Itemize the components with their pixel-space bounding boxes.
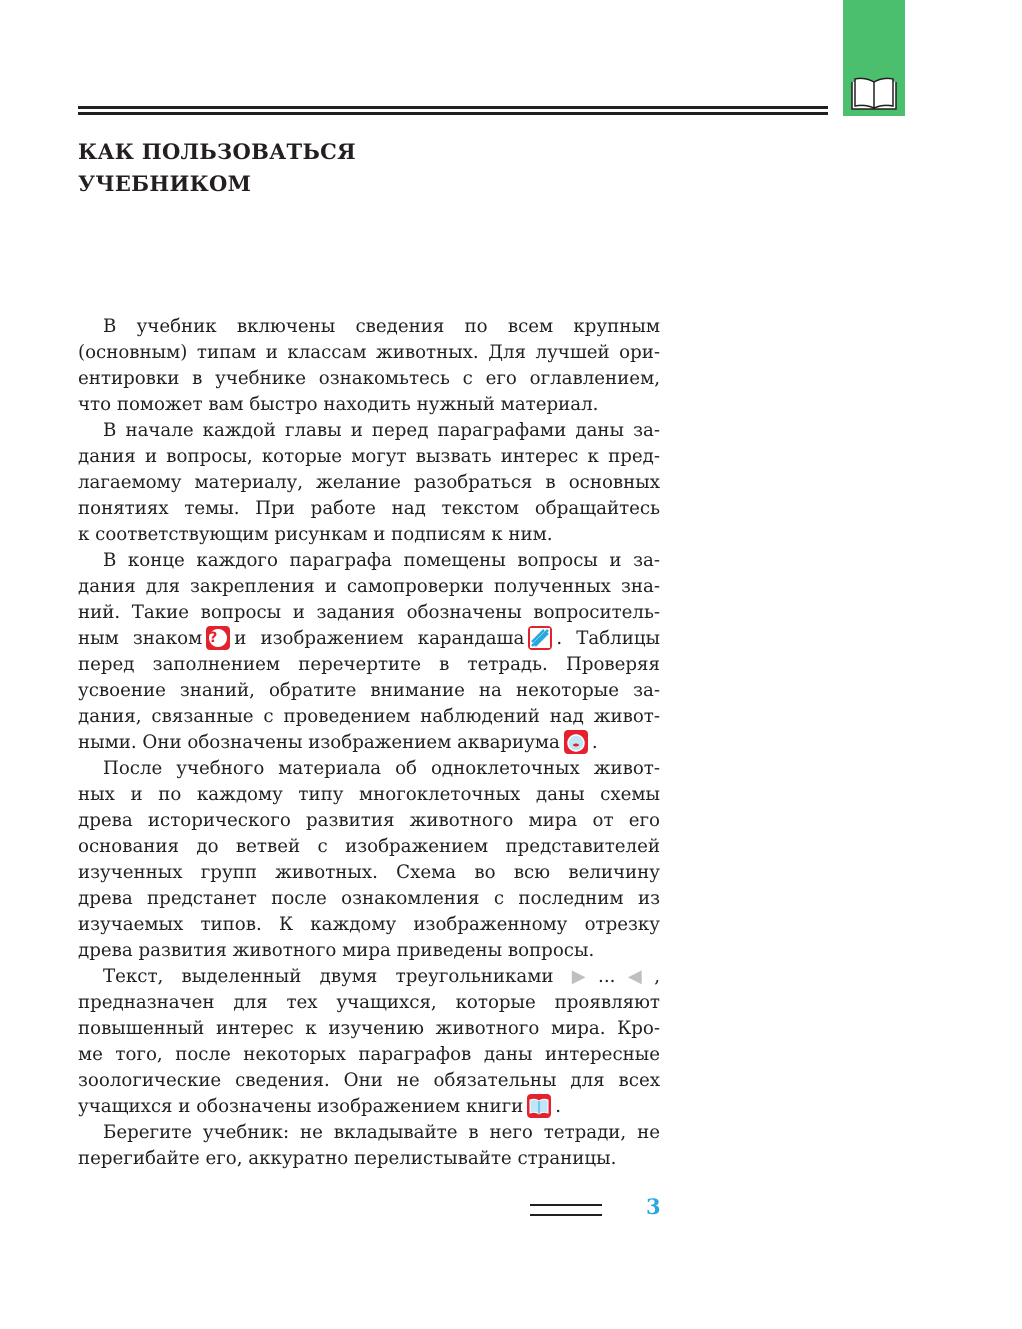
text-line (78, 652, 660, 678)
text-line (78, 522, 660, 548)
header-rule (78, 106, 828, 109)
text-segment: ными. Они обозначены изображением аквариума (78, 732, 560, 753)
text-line (78, 470, 660, 496)
text-segment: древа развития животного мира приведены вопросы. (78, 940, 595, 961)
text-line (78, 496, 660, 522)
open-book-icon (849, 76, 899, 112)
text-segment: ентировки в учебнике ознакомьтесь с его оглавлением, (78, 368, 660, 389)
text-segment: и изображением карандаша (234, 628, 525, 649)
title-line: КАК ПОЛЬЗОВАТЬСЯ (78, 139, 356, 164)
text-line (78, 1042, 660, 1068)
text-line (78, 782, 660, 808)
text-segment: ных и по каждому типу многоклеточных даны схемы (78, 784, 660, 805)
text-line (78, 340, 660, 366)
text-segment: После учебного материала об одноклеточных живот- (103, 758, 660, 779)
text-line (78, 626, 660, 652)
text-segment: древа исторического развития животного мира от его (78, 810, 660, 831)
triangle-left-icon: ◀ (615, 966, 655, 987)
text-segment: учащихся и обозначены изображением книги (78, 1096, 524, 1117)
text-line (78, 444, 660, 470)
text-line (78, 886, 660, 912)
section-tab (843, 0, 905, 116)
text-line (78, 808, 660, 834)
text-segment: изучаемых типов. К каждому изображенному отрезку (78, 914, 660, 935)
text-line (78, 548, 660, 574)
text-line (78, 418, 660, 444)
text-line (78, 938, 660, 964)
text-line (78, 730, 660, 756)
text-line (78, 990, 660, 1016)
text-segment: усвоение знаний, обратите внимание на некоторые за- (78, 680, 660, 701)
text-segment: . (591, 732, 598, 753)
paragraph (78, 418, 660, 548)
text-segment: дания и вопросы, которые могут вызвать интерес к пред- (78, 446, 660, 467)
paragraph (78, 1120, 660, 1172)
page-number: 3 (646, 1194, 661, 1219)
text-segment: , (654, 966, 660, 987)
text-line (78, 704, 660, 730)
text-segment: В учебник включены сведения по всем крупным (103, 316, 660, 337)
text-segment: ным знаком (78, 628, 203, 649)
text-segment: . (555, 1096, 562, 1117)
text-line (78, 392, 660, 418)
title-line: УЧЕБНИКОМ (78, 171, 252, 196)
text-segment: . Таблицы (556, 628, 660, 649)
paragraph (78, 756, 660, 964)
text-line (78, 912, 660, 938)
page-title (78, 136, 356, 200)
text-segment: перед заполнением перечертите в тетрадь. Проверяя (78, 654, 660, 675)
text-line (78, 574, 660, 600)
header-rule (78, 112, 828, 115)
text-line (78, 600, 660, 626)
triangle-right-icon: ▶ (553, 966, 599, 987)
text-segment: изученных групп животных. Схема во всю величину (78, 862, 660, 883)
text-segment: дания для закрепления и самопроверки полученных зна- (78, 576, 660, 597)
book-icon (527, 1094, 551, 1118)
text-segment: основания до ветвей с изображением представителей (78, 836, 660, 857)
paragraph (78, 314, 660, 418)
text-line (78, 860, 660, 886)
text-segment: (основным) типам и классам животных. Для лучшей ори- (78, 342, 660, 363)
text-line (78, 678, 660, 704)
text-line (78, 1146, 660, 1172)
text-segment: В конце каждого параграфа помещены вопросы и за- (103, 550, 660, 571)
text-line (78, 314, 660, 340)
text-segment: что поможет вам быстро находить нужный материал. (78, 394, 599, 415)
text-line (78, 834, 660, 860)
text-segment: к соответствующим рисункам и подписям к ним. (78, 524, 553, 545)
page-number-rule (530, 1204, 602, 1216)
question-icon: ? (206, 626, 230, 650)
text-line (78, 1068, 660, 1094)
text-line (78, 756, 660, 782)
text-segment: повышенный интерес к изучению животного мира. Кро- (78, 1018, 660, 1039)
text-segment: предназначен для тех учащихся, которые проявляют (78, 992, 660, 1013)
text-line (78, 1016, 660, 1042)
text-segment: Берегите учебник: не вкладывайте в него тетради, не (103, 1122, 660, 1143)
text-segment: перегибайте его, аккуратно перелистывайте страницы. (78, 1148, 617, 1169)
aquarium-icon (564, 730, 588, 754)
text-line (78, 366, 660, 392)
paragraph (78, 964, 660, 1120)
text-segment: древа предстанет после ознакомления с последним из (78, 888, 660, 909)
text-segment: лагаемому материалу, желание разобраться в основных (78, 472, 660, 493)
pencil-icon (528, 626, 552, 650)
text-segment: ... (598, 966, 616, 987)
text-segment: Текст, выделенный двумя треугольниками (103, 966, 554, 987)
paragraph (78, 548, 660, 756)
text-segment: зоологические сведения. Они не обязательны для всех (78, 1070, 660, 1091)
text-segment: дания, связанные с проведением наблюдений над живот- (78, 706, 660, 727)
body-text (78, 314, 660, 1172)
text-line (78, 964, 660, 990)
text-segment: В начале каждой главы и перед параграфами даны за- (103, 420, 660, 441)
text-segment: ний. Такие вопросы и задания обозначены вопроситель- (78, 602, 660, 623)
text-line (78, 1120, 660, 1146)
text-segment: ме того, после некоторых параграфов даны интересные (78, 1044, 660, 1065)
text-line (78, 1094, 660, 1120)
text-segment: понятиях темы. При работе над текстом обращайтесь (78, 498, 660, 519)
